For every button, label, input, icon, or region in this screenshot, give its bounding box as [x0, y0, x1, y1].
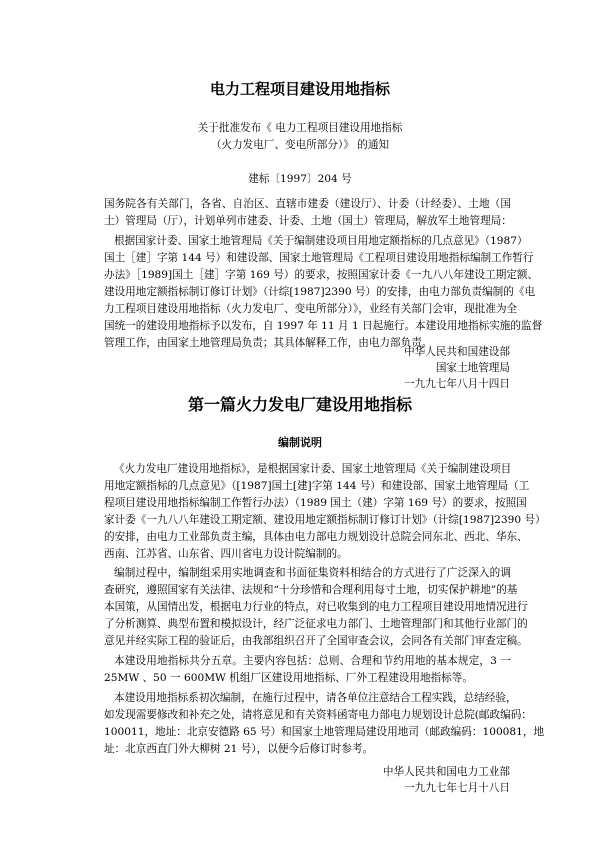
notice-body-line: 力工程项目建设用地指标（火力发电厂、变电所部分）》，业经有关部门会审，现批准为全 — [104, 303, 518, 315]
addressee-line: 国务院各有关部门，各省、自治区、直辖市建委（建设厅）、计委（计经委）、土地（国 — [104, 198, 511, 210]
compile-para-line: 《火力发电厂建设用地指标》，是根据国家计委、国家土地管理局《关于编制建设项目 — [114, 463, 512, 475]
compile-para-line: 了分析测算、典型布置和模拟设计，经广泛征求电力部门、土地管理部门和其他行业部门的 — [104, 618, 528, 630]
compile-para-line: 家计委《一九八八年建设工期定额、建设用地定额指标制订修订计划》（计综[1987]2390 号） — [104, 514, 546, 526]
compile-para-line: 的安排，由电力工业部负责主编，具体由电力部电力规划设计总院会同东北、西北、华东、 — [104, 531, 528, 543]
notice-signature-ministry: 中华人民共和国建设部 — [404, 346, 510, 358]
doc-title: 电力工程项目建设用地指标 — [209, 80, 390, 98]
notice-body-line: 管理工作，由国家土地管理局负责；其具体解释工作，由电力部负责。 — [104, 337, 433, 349]
compile-signature-date: 一九九七年七月十八日 — [404, 782, 510, 794]
notice-body-line: 国土［建］字第 144 号）和建设部、国家土地管理局《工程项目建设用地指标编制工作暂行 — [104, 252, 534, 264]
compile-para-line: 本建设用地指标共分五章。主要内容包括：总则、合理和节约用地的基本规定，3 一 — [114, 655, 511, 667]
compile-para-line: 本国策，从国情出发，根据电力行业的特点，对已收集到的电力工程项目建设用地情况进行 — [104, 601, 528, 613]
addressee-line: 土）管理局（厅），计划单列市建委、计委、土地（国土）管理局，解放军土地管理局： — [104, 215, 512, 227]
compile-para-line: 址：北京西直门外大柳树 21 号），以便今后修订时参考。 — [104, 743, 374, 755]
compile-para-line: 程项目建设用地指标编制工作暂行办法）（1989 国土（建）字第 169 号）的要求，按照国 — [104, 497, 527, 509]
compile-para-line: 25MW 、50 一 600MW 机组厂区建设用地指标、厂外工程建设用地指标等。 — [104, 672, 473, 684]
notice-body-line: 根据国家计委、国家土地管理局《关于编制建设项目用地定额指标的几点意见》（1987） — [114, 235, 528, 247]
notice-body-line: 国统一的建设用地指标予以发布，自 1997 年 11 月 1 日起施行。本建设用地指标实施的监督 — [104, 320, 543, 332]
part-title: 第一篇火力发电厂建设用地指标 — [187, 395, 412, 414]
notice-signature-date: 一九九七年八月十四日 — [404, 378, 510, 390]
notice-signature-bureau: 国家土地管理局 — [435, 362, 510, 374]
compile-para-line: 西南、江苏省、山东省、四川省电力设计院编制的。 — [104, 548, 348, 560]
compile-para-line: 100011，地址：北京安德路 65 号）和国家土地管理局建设用地司（邮政编码：100081，地 — [104, 726, 545, 738]
compile-heading: 编制说明 — [278, 436, 322, 449]
compile-para-line: 编制过程中，编制组采用实地调查和书面征集资料相结合的方式进行了广泛深入的调 — [114, 567, 511, 579]
doc-number: 建标〔1997〕204 号 — [248, 173, 352, 185]
compile-para-line: 如发现需要修改和补充之处，请将意见和有关资料函寄电力部电力规划设计总院(邮政编码： — [104, 709, 532, 721]
notice-heading-line-1: 关于批准发布《 电力工程项目建设用地指标 — [197, 122, 403, 134]
notice-body-line: 建设用地定额指标制订修订计划》（计综[1987]2390 号）的安排，由电力部负责编制的《电 — [104, 286, 536, 298]
notice-body-line: 办法》［1989]国土［建］字第 169 号）的要求，按照国家计委《一九八八年建设工期定额、 — [104, 269, 539, 281]
compile-signature-ministry: 中华人民共和国电力工业部 — [382, 766, 510, 778]
compile-para-line: 本建设用地指标系初次编制，在施行过程中，请各单位注意结合工程实践，总结经验， — [114, 692, 517, 704]
compile-para-line: 用地定额指标的几点意见》（[1987]国土[建]字第 144 号）和建设部、国家土地管理局（工 — [104, 480, 530, 492]
compile-para-line: 查研究，遵照国家有关法律、法规和“十分珍惜和合理利用每寸土地，切实保护耕地”的基 — [104, 584, 518, 596]
compile-para-line: 意见并经实际工程的验证后，由我部组织召开了全国审查会议，会同各有关部门审查定稿。 — [104, 635, 528, 647]
notice-heading-line-2: （火力发电厂、变电所部分）》 的通知 — [210, 139, 390, 151]
